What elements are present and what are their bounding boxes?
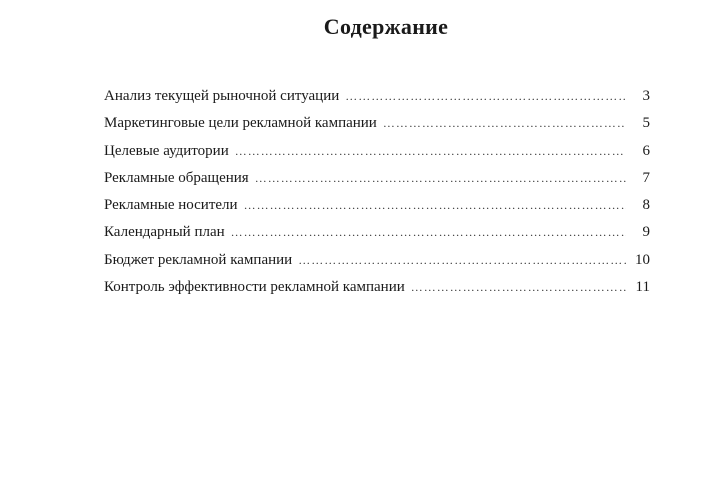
dot-leader [345,89,626,104]
toc-entry-text: Контроль эффективности рекламной кампании [104,279,405,296]
toc-page-number: 6 [642,142,650,159]
toc-title: Содержание [323,14,449,39]
toc-entry [104,279,650,306]
dot-leader [411,280,626,295]
dot-leader [235,144,626,159]
table-of-contents [104,88,650,306]
dot-leader [231,225,626,240]
toc-entry [104,252,650,279]
toc-page-number: 10 [635,251,650,268]
toc-entry [104,115,650,142]
toc-entry [104,88,650,115]
toc-entry-text: Календарный план [104,224,225,241]
toc-page-number: 3 [642,88,650,104]
toc-entry-text: Бюджет рекламной кампании [104,251,293,268]
toc-page-number: 5 [642,115,650,132]
dot-leader [255,171,626,186]
toc-page-number: 11 [635,279,650,296]
toc-page-number: 9 [642,224,650,241]
toc-page-number: 7 [642,169,650,186]
toc-entry [104,170,650,197]
toc-page-number: 8 [642,197,650,214]
toc-entry [104,143,650,170]
toc-entry-text: Рекламные обращения [104,169,249,186]
toc-entry [104,224,650,251]
dot-leader [244,198,626,213]
toc-entry-text: Целевые аудитории [104,142,229,159]
dot-leader [298,253,626,268]
toc-entry-text: Анализ текущей рыночной ситуации [104,88,340,104]
toc-entry-text: Маркетинговые цели рекламной кампании [104,115,377,132]
toc-entry-text: Рекламные носители [104,197,238,214]
dot-leader [383,116,626,131]
toc-entry [104,197,650,224]
